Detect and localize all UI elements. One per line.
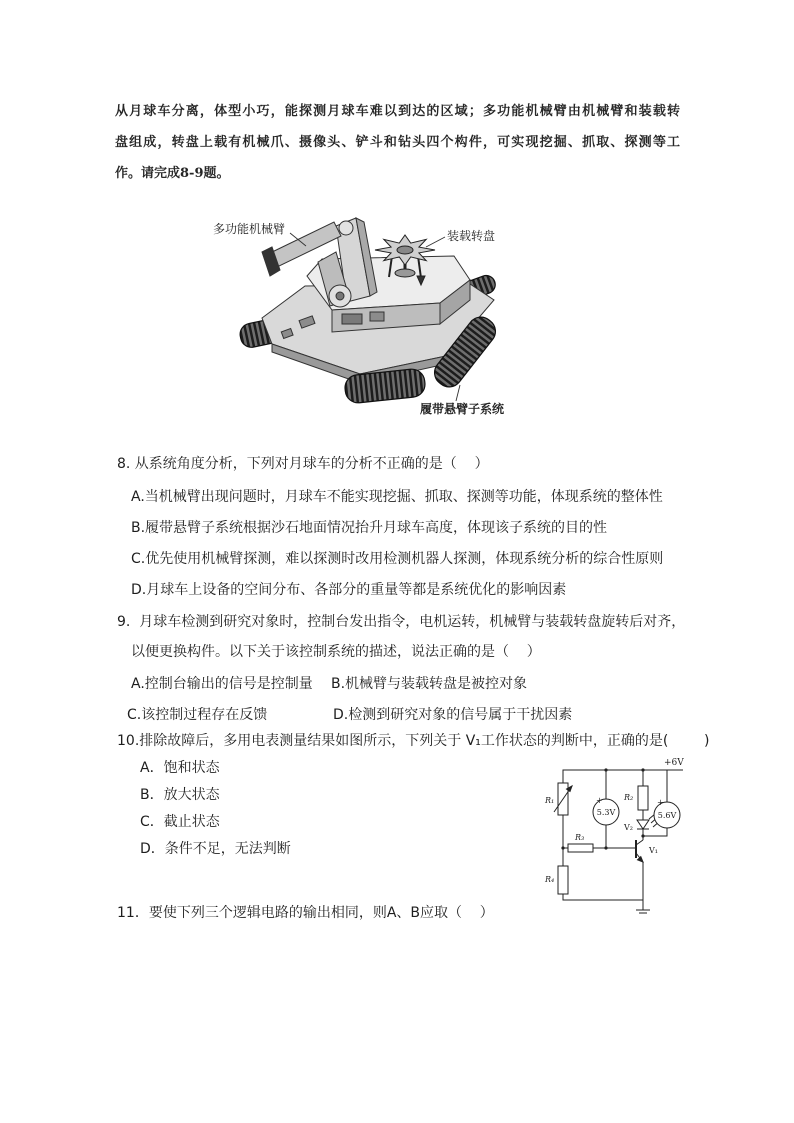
panel-detail: [370, 312, 384, 321]
question-10-option-c: C．截止状态: [140, 814, 220, 830]
passage-line-3: 作。请完成8-9题。: [115, 166, 230, 181]
node-dot: [604, 768, 607, 771]
transistor-collector: [636, 840, 643, 845]
led-v2-triangle: [637, 820, 649, 829]
label-led-v2: V₂: [624, 823, 633, 832]
label-supply-voltage: +6V: [664, 758, 684, 768]
arm-base-hub: [336, 292, 344, 300]
label-r4: R₄: [545, 875, 555, 884]
question-10-option-a: A．饱和状态: [140, 760, 220, 776]
label-meter-right-reading: 5.6V: [657, 811, 677, 820]
passage-line-1: 从月球车分离，体型小巧，能探测月球车难以到达的区域；多功能机械臂由机械臂和装载转: [115, 104, 680, 119]
label-meter-right-plus: +: [657, 798, 664, 807]
label-meter-left-reading: 5.3V: [596, 808, 616, 817]
question-9-stem-line-1: 9. 月球车检测到研究对象时，控制台发出指令，电机运转，机械臂与装载转盘旋转后对齐，: [117, 614, 686, 630]
passage-line-2: 盘组成，转盘上载有机械爪、摄像头、铲斗和钻头四个构件，可实现挖掘、抓取、探测等工: [115, 135, 680, 150]
resistor-r2: [638, 786, 648, 810]
question-10-stem: 10.排除故障后，多用电表测量结果如图所示，下列关于 V₁工作状态的判断中，正确的是( ): [117, 733, 710, 749]
question-9-option-a: A.控制台输出的信号是控制量: [131, 676, 313, 692]
transistor-circuit-diagram: [535, 752, 695, 924]
node-dot: [604, 846, 607, 849]
leader-turntable: [426, 237, 445, 247]
turntable-mount: [395, 269, 415, 277]
lunar-rover-figure: [205, 205, 515, 425]
question-9-stem-line-2: 以便更换构件。以下关于该控制系统的描述，说法正确的是（ ）: [131, 644, 541, 660]
node-dot: [561, 846, 564, 849]
top-rail-wire: [563, 770, 683, 783]
leader-tracks: [456, 385, 460, 401]
question-10-option-d: D．条件不足，无法判断: [140, 841, 291, 857]
question-8-stem: 8. 从系统角度分析，下列对月球车的分析不正确的是（ ）: [117, 456, 489, 472]
question-10-option-b: B．放大状态: [140, 787, 220, 803]
question-8-option-d: D.月球车上设备的空间分布、各部分的重量等都是系统优化的影响因素: [131, 582, 567, 598]
label-loading-turntable: 装载转盘: [447, 229, 496, 243]
node-dot: [641, 834, 644, 837]
label-r1: R₁: [545, 796, 555, 805]
arm-shoulder-joint: [339, 221, 353, 235]
node-dot: [641, 768, 644, 771]
bottom-wire: [563, 894, 643, 910]
question-9-option-b: B.机械臂与装载转盘是被控对象: [331, 676, 528, 692]
label-track-suspension: 履带悬臂子系统: [420, 402, 505, 416]
resistor-r3: [568, 844, 593, 852]
label-r2: R₂: [624, 793, 634, 802]
label-multifunction-arm: 多功能机械臂: [213, 222, 286, 236]
question-11-stem: 11．要使下列三个逻辑电路的输出相同，则A、B应取（ ）: [117, 905, 494, 921]
transistor-emitter-arrow: [638, 857, 644, 862]
question-8-option-a: A.当机械臂出现问题时，月球车不能实现挖掘、抓取、探测等功能，体现系统的整体性: [131, 489, 663, 505]
panel-detail: [342, 314, 362, 324]
question-8-option-b: B.履带悬臂子系统根据沙石地面情况抬升月球车高度，体现该子系统的目的性: [131, 520, 608, 536]
resistor-r4: [558, 866, 568, 894]
question-8-option-c: C.优先使用机械臂探测，难以探测时改用检测机器人探测，体现系统分析的综合性原则: [131, 551, 664, 567]
question-9-option-d: D.检测到研究对象的信号属于干扰因素: [333, 707, 573, 723]
label-meter-left-plus: +: [596, 796, 603, 805]
label-r3: R₃: [575, 833, 585, 842]
turntable-center: [397, 246, 413, 254]
label-transistor-v1: V₁: [649, 846, 658, 855]
question-9-option-c: C.该控制过程存在反馈: [127, 707, 268, 723]
